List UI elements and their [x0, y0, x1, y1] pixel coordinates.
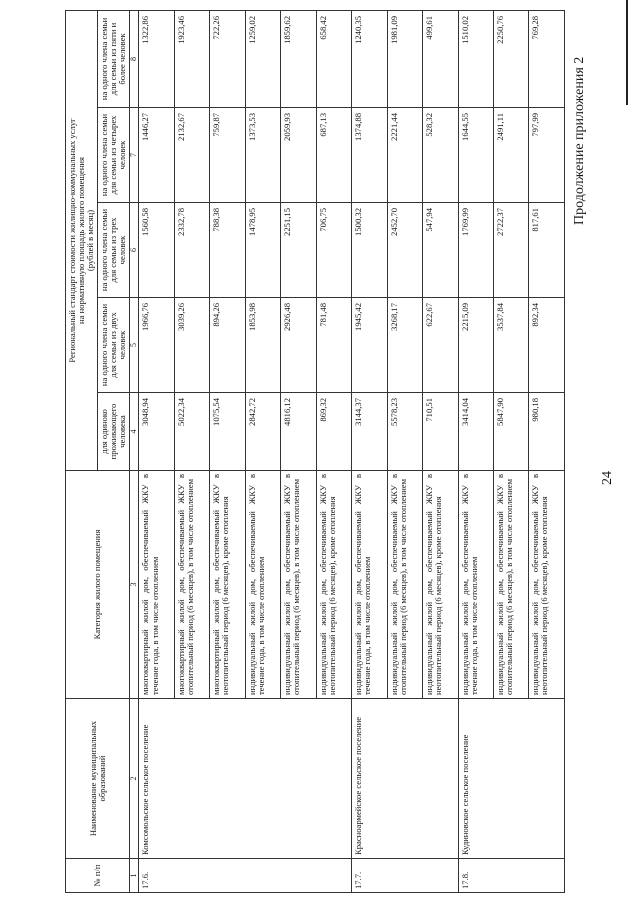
- col-number: 1: [130, 859, 139, 893]
- col-number: 4: [130, 393, 139, 471]
- value-four: 687,13: [316, 108, 351, 203]
- value-three: 2332,78: [174, 203, 209, 298]
- page-number: 24: [600, 471, 615, 485]
- header-rule: [626, 0, 628, 105]
- value-single: 3414,04: [458, 393, 493, 471]
- value-two: 2926,48: [281, 298, 316, 393]
- header-sub-4: на одного члена семьи для семьи из четырех человек: [98, 108, 130, 203]
- value-two: 1853,98: [245, 298, 280, 393]
- housing-category: индивидуальный жилой дом, обеспечиваемый ЖКУ в отопительный период (6 месяцев), в том числе отоплением: [387, 471, 422, 699]
- value-two: 1966,76: [139, 298, 174, 393]
- value-two: 892,34: [529, 298, 565, 393]
- header-sub-3: на одного члена семьи для семьи из трех человек: [98, 203, 130, 298]
- value-single: 3048,94: [139, 393, 174, 471]
- housing-category: индивидуальный жилой дом, обеспечиваемый ЖКУ в отопительный период (6 месяцев), в том числе отоплением: [494, 471, 529, 699]
- header-sub-2: на одного члена семьи для семьи из двух человек: [98, 298, 130, 393]
- municipality-name: Красноармейское сельское поселение: [352, 699, 458, 859]
- value-four: 528,32: [423, 108, 458, 203]
- value-three: 1769,99: [458, 203, 493, 298]
- housing-category: индивидуальный жилой дом, обеспечиваемый ЖКУ в течение года, в том числе отоплением: [245, 471, 280, 699]
- value-five: 1923,46: [174, 10, 209, 107]
- col-number: 6: [130, 203, 139, 298]
- col-number: 2: [130, 699, 139, 859]
- col-number: 7: [130, 108, 139, 203]
- value-two: 894,26: [210, 298, 245, 393]
- value-three: 2251,15: [281, 203, 316, 298]
- value-four: 2132,67: [174, 108, 209, 203]
- col-number: 3: [130, 471, 139, 699]
- value-five: 2250,76: [494, 10, 529, 107]
- value-two: 781,48: [316, 298, 351, 393]
- value-two: 2215,09: [458, 298, 493, 393]
- value-four: 2221,44: [387, 108, 422, 203]
- value-three: 788,38: [210, 203, 245, 298]
- header-standard-line1: Региональный стандарт стоимости жилищно-коммунальных услуг: [67, 118, 77, 363]
- header-sub-1: для одиноко проживающего человека: [98, 393, 130, 471]
- header-col-standard: [66, 10, 98, 470]
- value-three: 1500,32: [352, 203, 387, 298]
- value-three: 547,94: [423, 203, 458, 298]
- value-single: 980,18: [529, 393, 565, 471]
- value-five: 1259,02: [245, 10, 280, 107]
- value-three: 1478,95: [245, 203, 280, 298]
- value-four: 1374,88: [352, 108, 387, 203]
- value-five: 1981,09: [387, 10, 422, 107]
- value-three: 2452,70: [387, 203, 422, 298]
- housing-category: индивидуальный жилой дом, обеспечиваемый ЖКУ в неотопительный период (6 месяцев), кроме отопления: [529, 471, 565, 699]
- header-col-no: № п/п: [66, 859, 130, 893]
- header-col-category: Категория жилого помещения: [66, 471, 130, 699]
- value-five: 499,61: [423, 10, 458, 107]
- value-single: 710,51: [423, 393, 458, 471]
- value-single: 1075,54: [210, 393, 245, 471]
- value-three: 706,75: [316, 203, 351, 298]
- header-standard-line3: (рублей в месяц): [85, 209, 96, 272]
- value-four: 1373,53: [245, 108, 280, 203]
- housing-category: индивидуальный жилой дом, обеспечиваемый ЖКУ в неотопительный период (6 месяцев), кроме отопления: [316, 471, 351, 699]
- housing-category: многоквартирный жилой дом, обеспечиваемый ЖКУ в течение года, в том числе отоплением: [139, 471, 174, 699]
- table-row: [352, 10, 387, 892]
- value-four: 759,87: [210, 108, 245, 203]
- housing-cost-table: [65, 10, 565, 893]
- value-five: 769,28: [529, 10, 565, 107]
- value-three: 817,61: [529, 203, 565, 298]
- housing-category: индивидуальный жилой дом, обеспечиваемый ЖКУ в отопительный период (6 месяцев), в том числе отоплением: [281, 471, 316, 699]
- value-four: 2059,93: [281, 108, 316, 203]
- value-three: 1560,58: [139, 203, 174, 298]
- group-number: 17.8.: [458, 859, 564, 893]
- value-single: 5847,90: [494, 393, 529, 471]
- municipality-name: Кудиновское сельское поселение: [458, 699, 564, 859]
- value-single: 5022,34: [174, 393, 209, 471]
- value-two: 3268,17: [387, 298, 422, 393]
- housing-category: индивидуальный жилой дом, обеспечиваемый ЖКУ в неотопительный период (6 месяцев), кроме отопления: [423, 471, 458, 699]
- header-sub-5: на одного члена семьи для семьи из пяти и более человек: [98, 10, 130, 107]
- value-five: 1510,02: [458, 10, 493, 107]
- value-five: 722,26: [210, 10, 245, 107]
- value-single: 3144,37: [352, 393, 387, 471]
- table-row: [458, 10, 493, 892]
- value-two: 1945,42: [352, 298, 387, 393]
- value-two: 622,67: [423, 298, 458, 393]
- housing-category: многоквартирный жилой дом, обеспечиваемый ЖКУ в неотопительный период (6 месяцев), кроме отопления: [210, 471, 245, 699]
- value-single: 4816,12: [281, 393, 316, 471]
- value-four: 1644,55: [458, 108, 493, 203]
- col-number: 5: [130, 298, 139, 393]
- municipality-name: Комсомольское сельское поселение: [139, 699, 352, 859]
- value-four: 2491,11: [494, 108, 529, 203]
- value-four: 1446,27: [139, 108, 174, 203]
- value-four: 797,99: [529, 108, 565, 203]
- value-five: 658,42: [316, 10, 351, 107]
- value-two: 3039,26: [174, 298, 209, 393]
- group-number: 17.6.: [139, 859, 352, 893]
- col-number: 8: [130, 10, 139, 107]
- table-row: [139, 10, 174, 892]
- value-single: 2842,72: [245, 393, 280, 471]
- housing-category: индивидуальный жилой дом, обеспечиваемый ЖКУ в течение года, в том числе отоплением: [352, 471, 387, 699]
- housing-category: многоквартирный жилой дом, обеспечиваемый ЖКУ в отопительный период (6 месяцев), в том числе отоплением: [174, 471, 209, 699]
- value-five: 1240,35: [352, 10, 387, 107]
- header-col-name: Наименование муниципальных образований: [66, 699, 130, 859]
- value-five: 1859,62: [281, 10, 316, 107]
- value-two: 3537,84: [494, 298, 529, 393]
- header-standard-line2: на нормативную площадь жилого помещения: [76, 157, 87, 324]
- group-number: 17.7.: [352, 859, 458, 893]
- housing-category: индивидуальный жилой дом, обеспечиваемый ЖКУ в течение года, в том числе отоплением: [458, 471, 493, 699]
- value-five: 1322,86: [139, 10, 174, 107]
- value-three: 2722,37: [494, 203, 529, 298]
- value-single: 5578,23: [387, 393, 422, 471]
- appendix-title: Продолжение приложения 2: [572, 56, 587, 225]
- value-single: 869,32: [316, 393, 351, 471]
